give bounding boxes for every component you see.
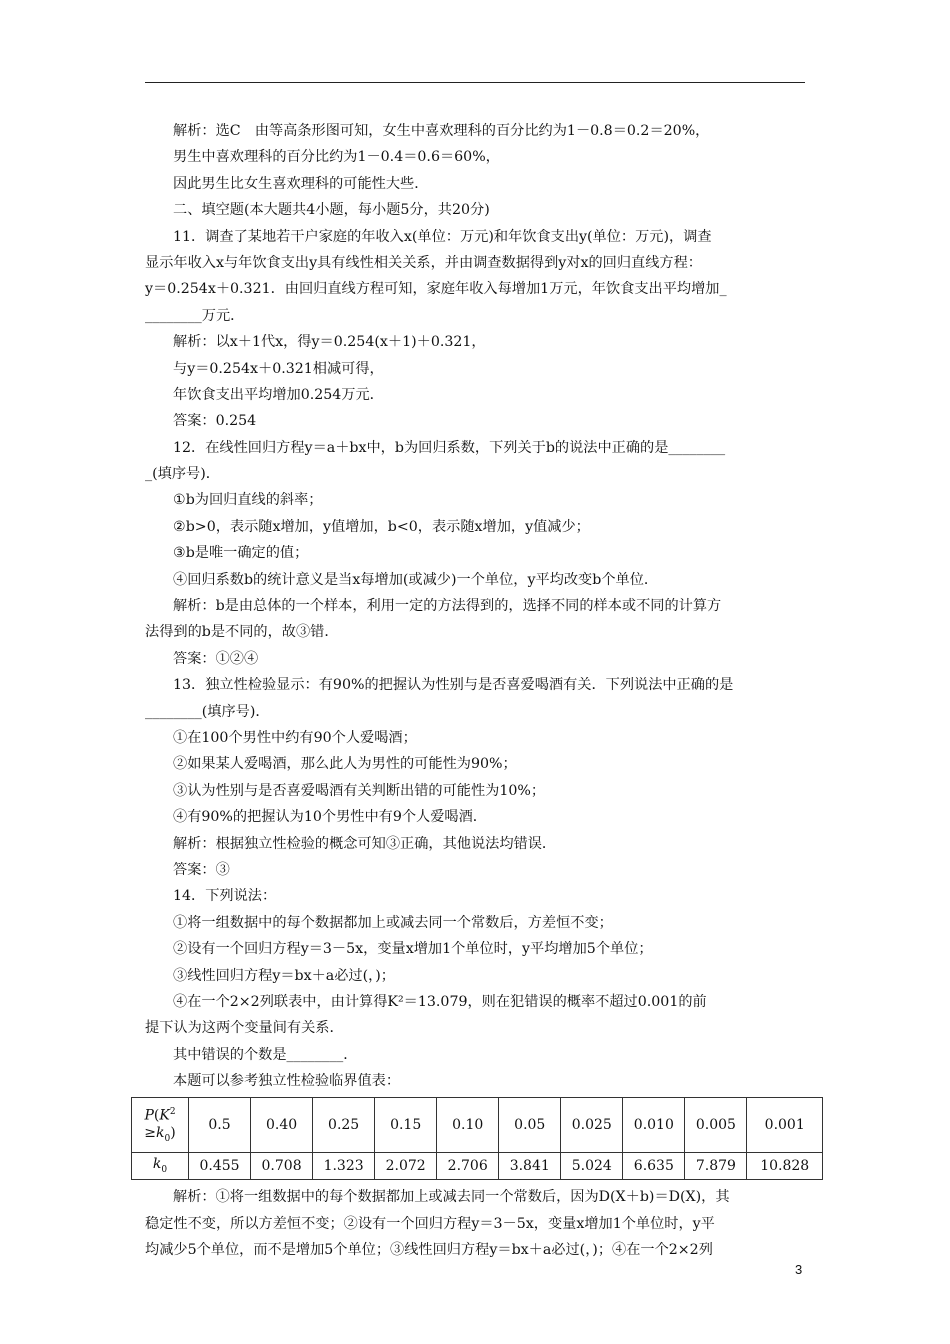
text-line: ②设有一个回归方程y＝3－5x，变量x增加1个单位时，y平均增加5个单位； <box>173 941 653 958</box>
text-line: 提下认为这两个变量间有关系． <box>145 1020 344 1037</box>
table-cell: 0.15 <box>375 1098 437 1153</box>
text-block-top <box>145 118 807 1094</box>
text-line: 解析：根据独立性检验的概念可知③正确，其他说法均错误． <box>173 835 557 852</box>
text-line: 解析：b是由总体的一个样本，利用一定的方法得到的，选择不同的样本或不同的计算方 <box>173 598 722 615</box>
text-line: ③b是唯一确定的值； <box>173 545 309 562</box>
text-line: 男生中喜欢理科的百分比约为1－0.4＝0.6＝60%， <box>173 149 500 166</box>
text-block-bottom <box>145 1184 807 1263</box>
table-header-p: $P(K^2$ $\ge k_0$) <box>132 1098 189 1153</box>
text-line: ③线性回归方程y＝bx＋a必过(，)； <box>173 967 395 984</box>
text-line: 因此男生比女生喜欢理科的可能性大些． <box>173 175 429 192</box>
text-line: 稳定性不变，所以方差恒不变；②设有一个回归方程y＝3－5x，变量x增加1个单位时，y平 <box>145 1215 715 1232</box>
table-cell: 7.879 <box>685 1153 747 1180</box>
text-line: 13．独立性检验显示：有90%的把握认为性别与是否喜爱喝酒有关．下列说法中正确的是 <box>173 677 734 694</box>
text-line: ①将一组数据中的每个数据都加上或减去同一个常数后，方差恒不变； <box>173 914 613 931</box>
table-cell: 0.025 <box>561 1098 623 1153</box>
text-line: 年饮食支出平均增加0.254万元． <box>173 386 384 403</box>
critical-value-table <box>131 1097 823 1180</box>
table-cell: 0.10 <box>437 1098 499 1153</box>
text-line: 解析：以x＋1代x，得y＝0.254(x＋1)＋0.321， <box>173 334 486 351</box>
table-cell: 0.05 <box>499 1098 561 1153</box>
text-line: 其中错误的个数是________． <box>173 1046 358 1063</box>
table-cell: 0.5 <box>189 1098 251 1153</box>
table-cell: 0.25 <box>313 1098 375 1153</box>
table-cell: 10.828 <box>747 1153 823 1180</box>
text-line: ①b为回归直线的斜率； <box>173 492 323 509</box>
text-line: ③认为性别与是否喜爱喝酒有关判断出错的可能性为10%； <box>173 782 546 799</box>
text-line: _(填序号)． <box>145 466 220 483</box>
text-line: ④在一个2×2列联表中，由计算得K²＝13.079，则在犯错误的概率不超过0.001的前 <box>173 993 707 1010</box>
table-cell: 0.455 <box>189 1153 251 1180</box>
text-line: ④回归系数b的统计意义是当x每增加(或减少)一个单位，y平均改变b个单位． <box>173 571 659 588</box>
table-cell: 2.072 <box>375 1153 437 1180</box>
text-line: ②b>0，表示随x增加，y值增加，b<0，表示随x增加，y值减少； <box>173 518 590 535</box>
table-cell: 0.001 <box>747 1098 823 1153</box>
table-cell: 0.40 <box>251 1098 313 1153</box>
table-cell: 0.005 <box>685 1098 747 1153</box>
text-line: 答案：①②④ <box>173 650 259 667</box>
text-line: ________(填序号)． <box>145 703 270 720</box>
text-line: 解析：选C 由等高条形图可知，女生中喜欢理科的百分比约为1－0.8＝0.2＝20%， <box>173 123 710 139</box>
table-cell: 3.841 <box>499 1153 561 1180</box>
text-line: 解析：①将一组数据中的每个数据都加上或减去同一个常数后，因为D(X＋b)＝D(X)，其 <box>173 1189 730 1206</box>
text-line: ________万元． <box>145 307 245 324</box>
text-line: 11．调查了某地若干户家庭的年收入x(单位：万元)和年饮食支出y(单位：万元)，调查 <box>173 228 712 245</box>
text-line: 二、填空题(本大题共4小题，每小题5分，共20分) <box>173 202 490 219</box>
text-line: 答案：③ <box>173 861 230 878</box>
table-cell: 6.635 <box>623 1153 685 1180</box>
table-cell: 2.706 <box>437 1153 499 1180</box>
table-header-k: $k_0$ <box>132 1153 189 1180</box>
table-cell: 0.708 <box>251 1153 313 1180</box>
text-line: 12．在线性回归方程y＝a＋bx中，b为回归系数，下列关于b的说法中正确的是________ <box>173 439 726 456</box>
text-line: 14．下列说法： <box>173 888 277 905</box>
page-body <box>144 118 810 1264</box>
table-row-p <box>132 1098 823 1153</box>
text-line: 与y＝0.254x＋0.321相减可得， <box>173 360 384 377</box>
page-number: 3 <box>795 1262 803 1277</box>
text-line: 答案：0.254 <box>173 413 257 430</box>
table-cell: 0.010 <box>623 1098 685 1153</box>
text-line: 本题可以参考独立性检验临界值表： <box>173 1073 401 1090</box>
table-row-k <box>132 1153 823 1180</box>
text-line: 显示年收入x与年饮食支出y具有线性相关关系，并由调查数据得到y对x的回归直线方程： <box>145 254 702 271</box>
text-line: 均减少5个单位，而不是增加5个单位；③线性回归方程y＝bx＋a必过(，)；④在一个2×2列 <box>145 1242 713 1259</box>
table-cell: 5.024 <box>561 1153 623 1180</box>
table-cell: 1.323 <box>313 1153 375 1180</box>
text-line: y＝0.254x＋0.321．由回归直线方程可知，家庭年收入每增加1万元，年饮食支出平均增加_ <box>145 281 727 298</box>
header-rule <box>145 82 805 83</box>
text-line: ①在100个男性中约有90个人爱喝酒； <box>173 729 417 746</box>
text-line: 法得到的b是不同的，故③错． <box>145 624 339 641</box>
text-line: ②如果某人爱喝酒，那么此人为男性的可能性为90%； <box>173 756 517 773</box>
text-line: ④有90%的把握认为10个男性中有9个人爱喝酒． <box>173 809 487 826</box>
